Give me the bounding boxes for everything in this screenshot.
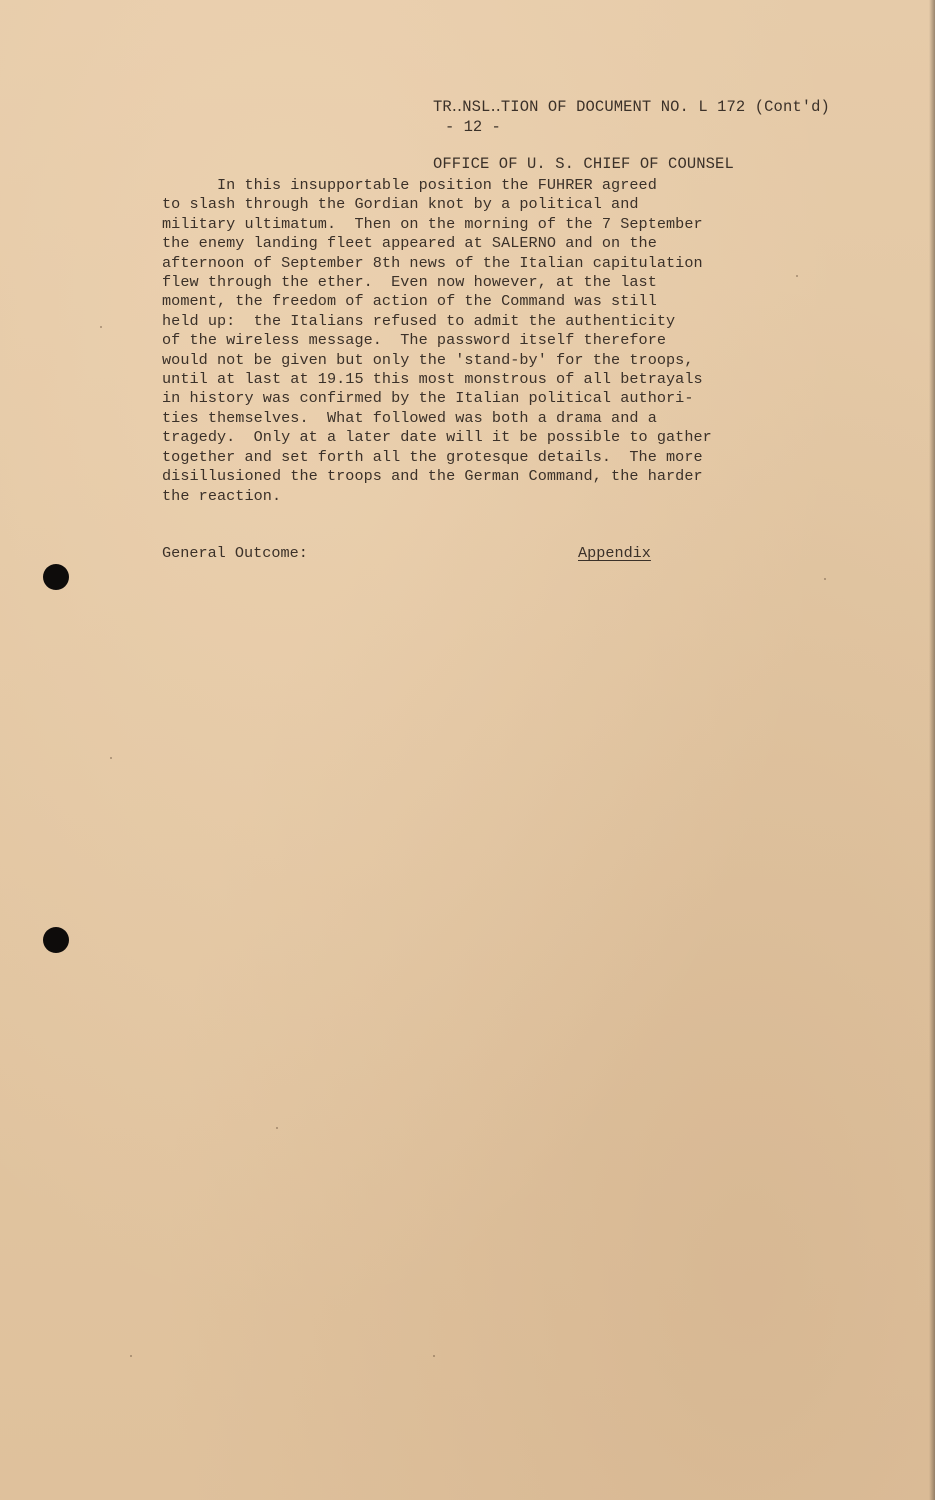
body-line: moment, the freedom of action of the Command was still: [162, 292, 657, 311]
body-line: flew through the ether. Even now however, at the last: [162, 273, 657, 292]
body-line: disillusioned the troops and the German Command, the harder: [162, 467, 703, 486]
body-line: ties themselves. What followed was both a drama and a: [162, 408, 657, 427]
body-line: until at last at 19.15 this most monstrous of all betrayals: [162, 370, 703, 389]
body-line: the reaction.: [162, 486, 282, 505]
appendix-link[interactable]: Appendix: [578, 544, 651, 562]
body-line: to slash through the Gordian knot by a political and: [162, 195, 639, 214]
header-title: TR‥NSL‥TION OF DOCUMENT NO. L 172 (Cont'd): [433, 98, 830, 116]
paper-speck: [130, 1355, 132, 1357]
paper-speck: [276, 1127, 278, 1129]
general-outcome-label: General Outcome:: [162, 544, 308, 562]
body-line: held up: the Italians refused to admit the authenticity: [162, 311, 676, 330]
paper-speck: [824, 578, 826, 580]
body-line: afternoon of September 8th news of the Italian capitulation: [162, 253, 703, 272]
body-line: military ultimatum. Then on the morning of the 7 September: [162, 214, 703, 233]
paper-speck: [796, 275, 798, 277]
body-line: the enemy landing fleet appeared at SALERNO and on the: [162, 234, 657, 253]
body-line: together and set forth all the grotesque details. The more: [162, 447, 703, 466]
body-line: tragedy. Only at a later date will it be possible to gather: [162, 428, 712, 447]
body-line: In this insupportable position the FUHRER agreed: [162, 176, 657, 194]
punch-hole: [43, 927, 69, 953]
page-edge-shadow: [929, 0, 935, 1500]
body-line: of the wireless message. The password itself therefore: [162, 331, 667, 350]
punch-hole: [43, 564, 69, 590]
body-paragraph: [162, 176, 762, 506]
header-office: OFFICE OF U. S. CHIEF OF COUNSEL: [433, 155, 734, 173]
body-line: would not be given but only the 'stand-by' for the troops,: [162, 350, 694, 369]
paper-speck: [100, 326, 102, 328]
paper-speck: [433, 1355, 435, 1357]
body-line: in history was confirmed by the Italian political authori-: [162, 389, 694, 408]
paper-speck: [110, 757, 112, 759]
page-number: - 12 -: [445, 118, 501, 136]
